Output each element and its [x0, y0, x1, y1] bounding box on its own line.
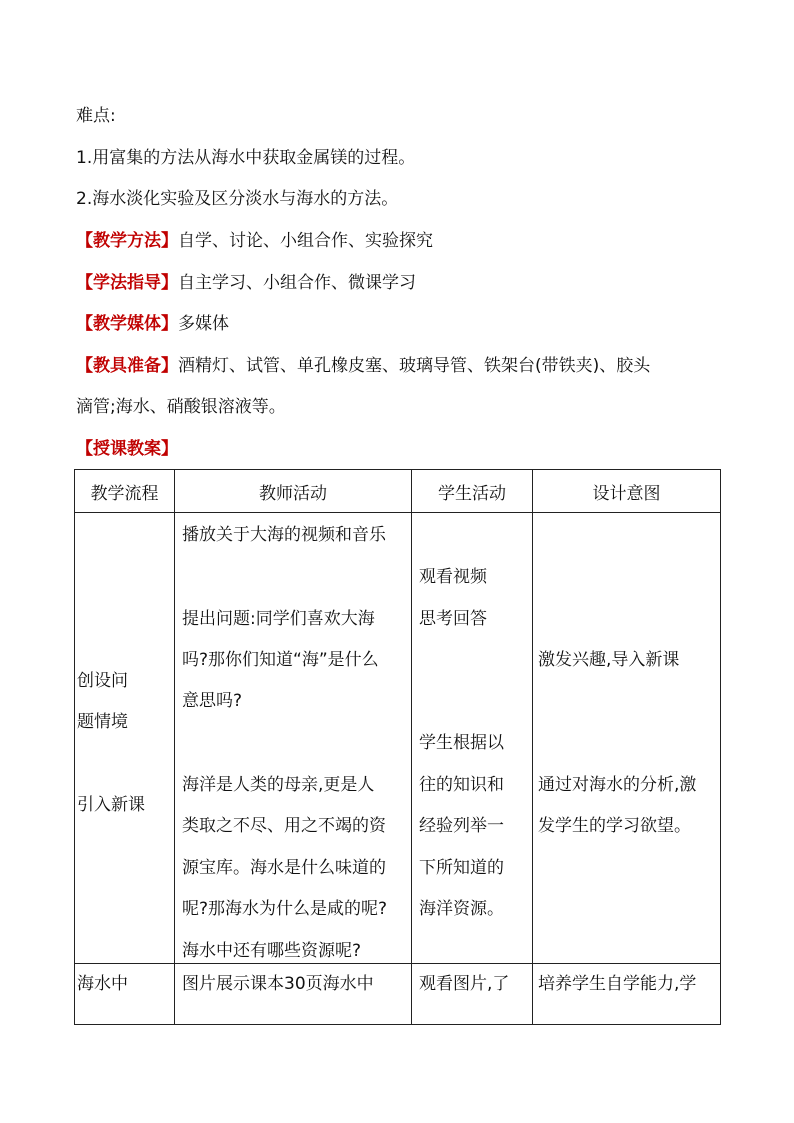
teacher-line: 图片展示课本30页海水中: [182, 974, 374, 994]
teacher-line: 意思吗?: [182, 691, 243, 711]
flow-line: 海水中: [77, 974, 128, 994]
header-intent: 设计意图: [533, 470, 721, 513]
table-row: [75, 964, 721, 1025]
intent-line: 通过对海水的分析,激: [538, 775, 697, 795]
teacher-line: 海洋是人类的母亲,更是人: [182, 775, 375, 795]
difficulty-item-1: 1.用富集的方法从海水中获取金属镁的过程。: [76, 148, 416, 168]
teaching-method-text: 自学、讨论、小组合作、实验探究: [178, 231, 433, 251]
header-teacher: 教师活动: [175, 470, 412, 513]
teacher-line: 吗?那你们知道“海”是什么: [182, 650, 379, 670]
header-student: 学生活动: [412, 470, 533, 513]
student-cell: [412, 964, 533, 1025]
teaching-tools-line: [76, 356, 650, 376]
student-line: 观看图片,了: [419, 974, 510, 994]
teaching-media-tag: 【教学媒体】: [76, 314, 178, 334]
teaching-tools-tag: 【教具准备】: [76, 356, 178, 376]
difficulty-label: 难点:: [76, 106, 116, 126]
intent-line: 激发兴趣,导入新课: [538, 650, 680, 670]
study-guide-line: [76, 273, 416, 293]
table-header-row: [75, 470, 721, 513]
teacher-line: 播放关于大海的视频和音乐: [182, 525, 386, 545]
lesson-plan-line: [76, 439, 178, 459]
study-guide-text: 自主学习、小组合作、微课学习: [178, 273, 416, 293]
student-line: 思考回答: [419, 609, 487, 629]
flow-line: 引入新课: [77, 795, 145, 815]
teacher-line: 源宝库。海水是什么味道的: [182, 858, 386, 878]
teaching-method-line: [76, 231, 433, 251]
intent-cell: [533, 513, 721, 964]
teaching-tools-text-2: 滴管;海水、硝酸银溶液等。: [76, 397, 286, 417]
teaching-media-line: [76, 314, 229, 334]
student-cell: [412, 513, 533, 964]
student-line: 往的知识和: [419, 775, 504, 795]
header-flow: 教学流程: [75, 470, 175, 513]
teaching-media-text: 多媒体: [178, 314, 229, 334]
intent-line: 发学生的学习欲望。: [538, 816, 691, 836]
lesson-plan-table: [74, 469, 721, 1025]
teacher-line: 类取之不尽、用之不竭的资: [182, 816, 386, 836]
flow-cell: [75, 964, 175, 1025]
difficulty-item-2: 2.海水淡化实验及区分淡水与海水的方法。: [76, 189, 399, 209]
teacher-cell: [175, 964, 412, 1025]
flow-line: 题情境: [77, 712, 128, 732]
teacher-line: 海水中还有哪些资源呢?: [182, 941, 362, 961]
lesson-plan-tag: 【授课教案】: [76, 439, 178, 459]
teacher-line: 提出问题:同学们喜欢大海: [182, 609, 375, 629]
table-row: [75, 513, 721, 964]
flow-cell: [75, 513, 175, 964]
intent-cell: [533, 964, 721, 1025]
student-line: 学生根据以: [419, 733, 504, 753]
teaching-method-tag: 【教学方法】: [76, 231, 178, 251]
student-line: 观看视频: [419, 567, 487, 587]
intent-line: 培养学生自学能力,学: [538, 974, 697, 994]
teacher-line: 呢?那海水为什么是咸的呢?: [182, 899, 388, 919]
teaching-tools-text-1: 酒精灯、试管、单孔橡皮塞、玻璃导管、铁架台(带铁夹)、胶头: [178, 356, 651, 376]
teacher-cell: [175, 513, 412, 964]
study-guide-tag: 【学法指导】: [76, 273, 178, 293]
flow-line: 创设问: [77, 671, 128, 691]
student-line: 海洋资源。: [419, 899, 504, 919]
student-line: 下所知道的: [419, 858, 504, 878]
student-line: 经验列举一: [419, 816, 504, 836]
